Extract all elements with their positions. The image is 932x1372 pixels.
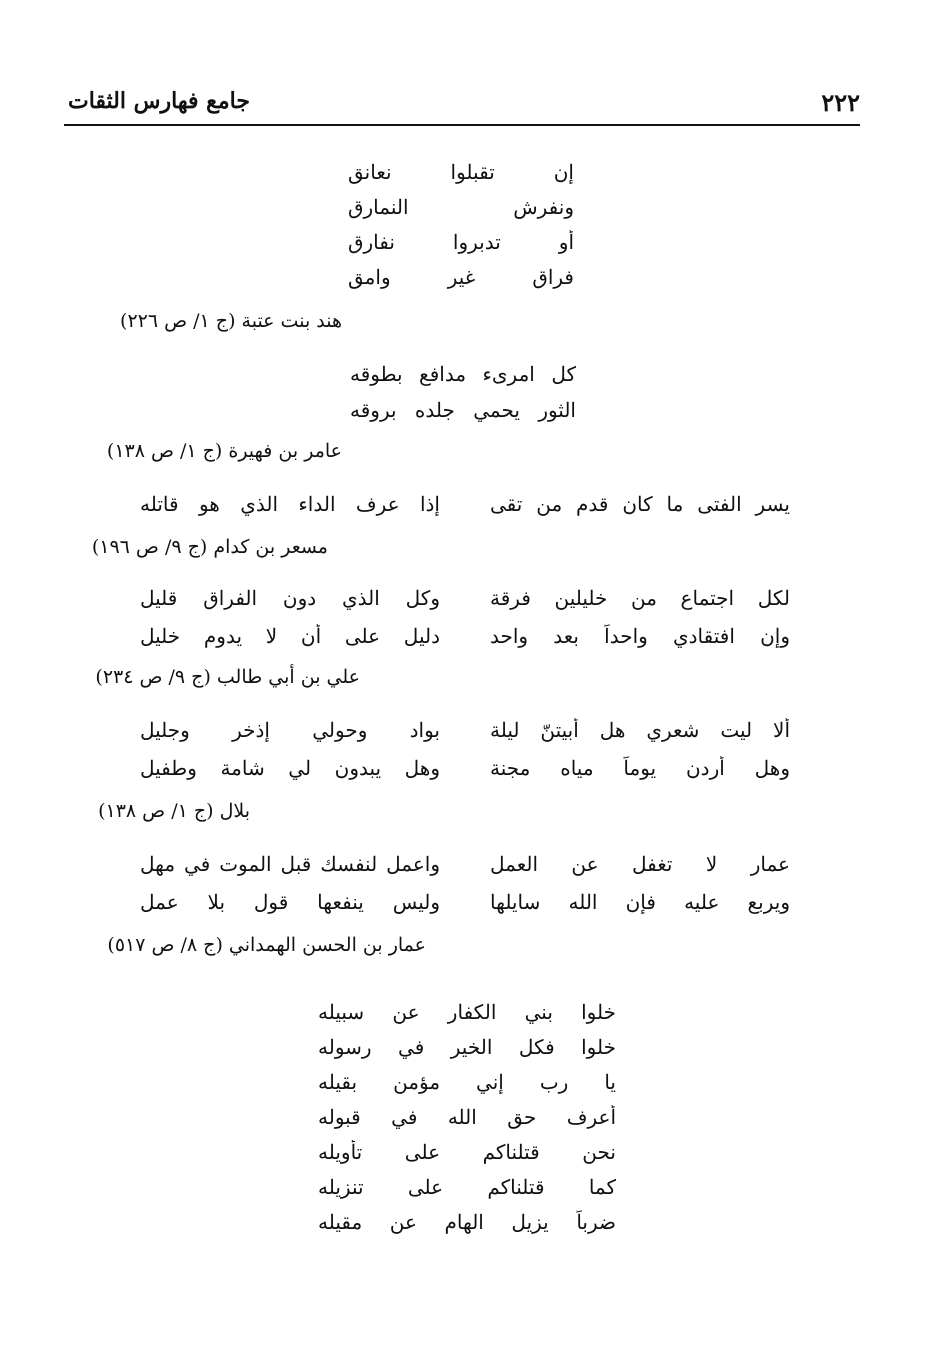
page-header bbox=[64, 84, 860, 126]
verse-line: أو تدبروا نفارق bbox=[348, 230, 574, 254]
couplet-row bbox=[140, 492, 790, 530]
second-hemistich: وليس ينفعها قول بلا عمل bbox=[140, 890, 440, 914]
second-hemistich: دليل على أن لا يدوم خليل bbox=[140, 624, 440, 648]
first-hemistich: ألا ليت شعري هل أبيتنّ ليلة bbox=[490, 718, 790, 742]
verse-line: يا رب إني مؤمن بقيله bbox=[318, 1070, 616, 1094]
verse-line: خلوا فكل الخير في رسوله bbox=[318, 1035, 616, 1059]
couplet-block-misar bbox=[140, 492, 790, 530]
attribution: عامر بن فهيرة (ج ١/ ص ١٣٨) bbox=[106, 440, 342, 462]
first-hemistich: وإن افتقادي واحداً بعد واحد bbox=[490, 624, 790, 648]
verse-line: إن تقبلوا نعانق bbox=[348, 160, 574, 184]
couplet-row bbox=[140, 624, 790, 662]
running-title: جامع فهارس الثقات bbox=[68, 88, 250, 114]
verse-line: أعرف حق الله في قبوله bbox=[318, 1105, 616, 1129]
first-hemistich: عمار لا تغفل عن العمل bbox=[490, 852, 790, 876]
verse-line: ضرباً يزيل الهام عن مقيله bbox=[318, 1210, 616, 1234]
second-hemistich: بواد وحولي إذخر وجليل bbox=[140, 718, 440, 742]
first-hemistich: لكل اجتماع من خليلين فرقة bbox=[490, 586, 790, 610]
verse-line: كل امرىء مدافع بطوقه bbox=[350, 362, 576, 386]
attribution: علي بن أبي طالب (ج ٩/ ص ٢٣٤) bbox=[95, 666, 360, 688]
second-hemistich: وكل الذي دون الفراق قليل bbox=[140, 586, 440, 610]
verse-line: كما قتلناكم على تنزيله bbox=[318, 1175, 616, 1199]
poem-block-amir bbox=[350, 362, 576, 434]
page-number: ٢٢٢ bbox=[821, 88, 860, 117]
poem-block-final bbox=[318, 1000, 616, 1245]
verse-line: الثور يحمي جلده بروقه bbox=[350, 398, 576, 422]
attribution: عمار بن الحسن الهمداني (ج ٨/ ص ٥١٧) bbox=[107, 934, 426, 956]
couplet-row bbox=[140, 586, 790, 624]
couplet-block-ammar bbox=[140, 852, 790, 928]
couplet-block-bilal bbox=[140, 718, 790, 794]
second-hemistich: واعمل لنفسك قبل الموت في مهل bbox=[140, 852, 440, 876]
second-hemistich: إذا عرف الداء الذي هو قاتله bbox=[140, 492, 440, 516]
verse-line: خلوا بني الكفار عن سبيله bbox=[318, 1000, 616, 1024]
attribution: بلال (ج ١/ ص ١٣٨) bbox=[98, 800, 250, 822]
verse-line: فراق غير وامق bbox=[348, 265, 574, 289]
couplet-row bbox=[140, 890, 790, 928]
attribution: هند بنت عتبة (ج ١/ ص ٢٢٦) bbox=[120, 310, 342, 332]
attribution: مسعر بن كدام (ج ٩/ ص ١٩٦) bbox=[91, 536, 328, 558]
first-hemistich: ويربع عليه فإن الله سايلها bbox=[490, 890, 790, 914]
couplet-block-ali bbox=[140, 586, 790, 662]
couplet-row bbox=[140, 718, 790, 756]
couplet-row bbox=[140, 852, 790, 890]
couplet-row bbox=[140, 756, 790, 794]
second-hemistich: وهل يبدون لي شامة وطفيل bbox=[140, 756, 440, 780]
first-hemistich: وهل أردن يوماً مياه مجنة bbox=[490, 756, 790, 780]
verse-line: ونفرش النمارق bbox=[348, 195, 574, 219]
poem-block-hind bbox=[348, 160, 574, 300]
first-hemistich: يسر الفتى ما كان قدم من تقى bbox=[490, 492, 790, 516]
verse-line: نحن قتلناكم على تأويله bbox=[318, 1140, 616, 1164]
